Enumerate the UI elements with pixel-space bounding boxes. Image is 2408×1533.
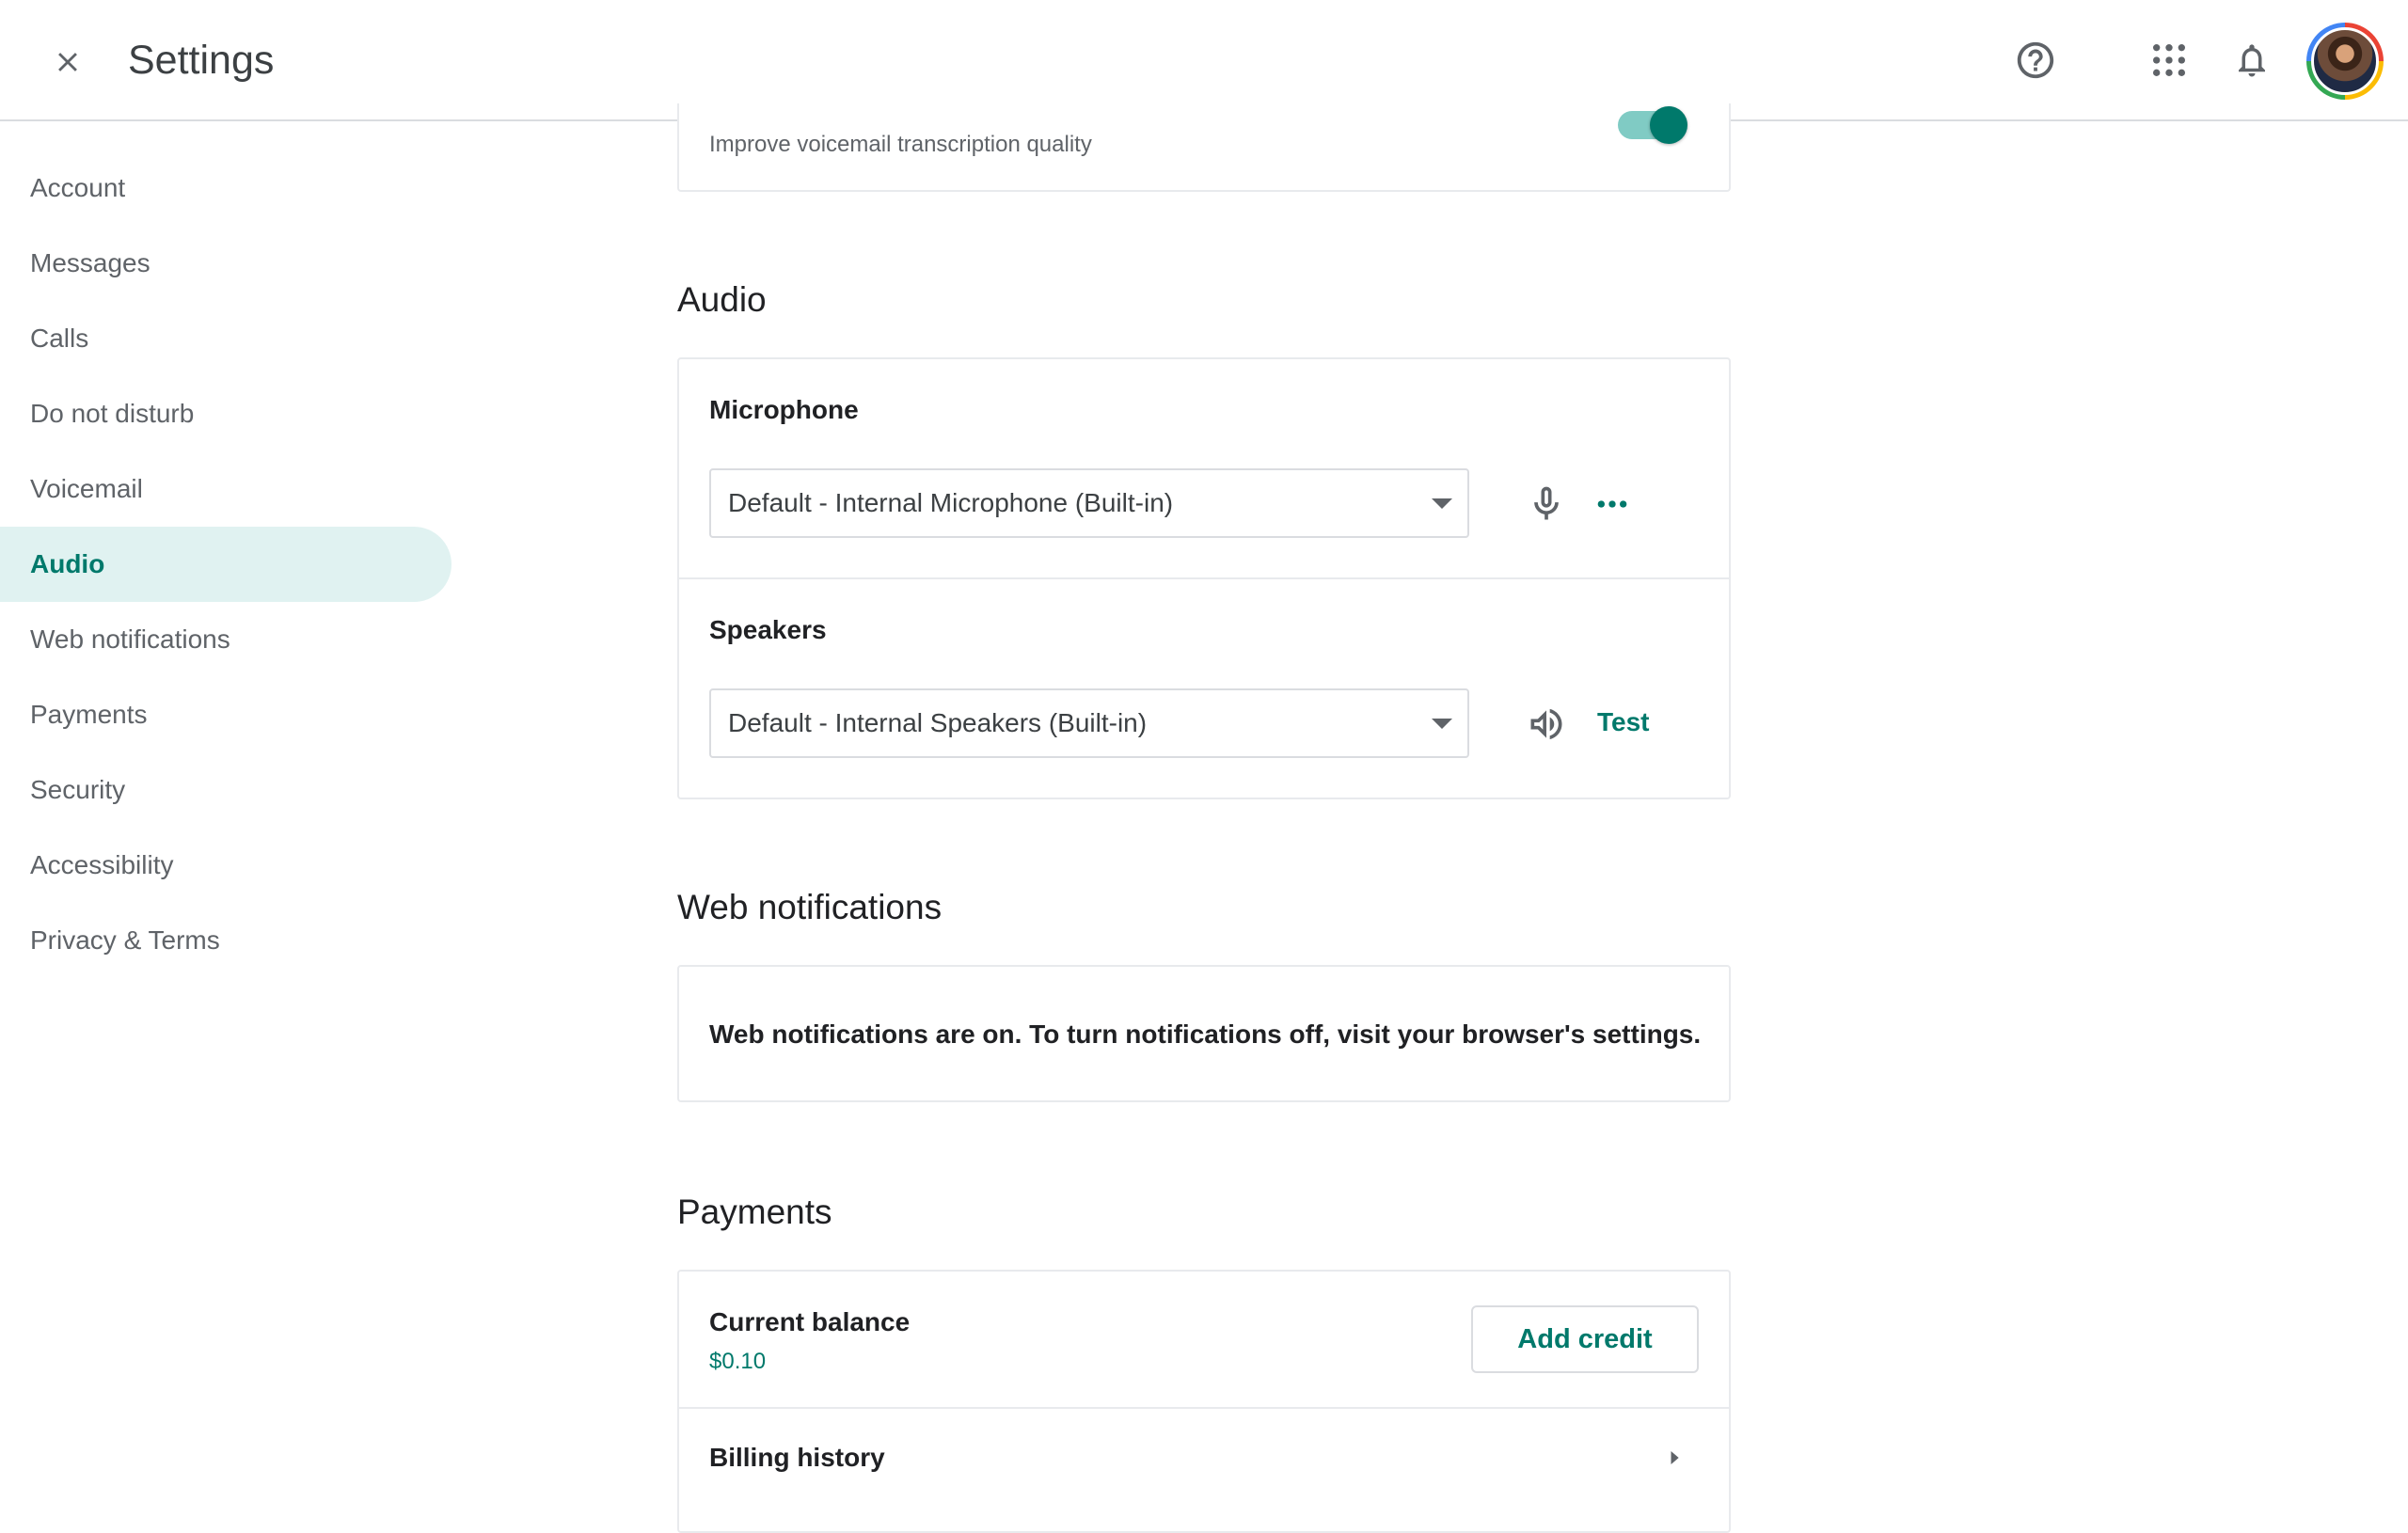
bell-icon (2232, 40, 2272, 80)
sidebar-item-accessibility[interactable]: Accessibility (30, 850, 174, 879)
sidebar-item-calls[interactable]: Calls (30, 324, 89, 353)
chevron-down-icon (1432, 719, 1452, 729)
microphone-more-button[interactable] (1582, 474, 1642, 534)
sidebar-item-privacy-terms[interactable]: Privacy & Terms (30, 925, 220, 955)
sidebar-item-account[interactable]: Account (30, 173, 126, 202)
microphone-label: Microphone (709, 395, 859, 424)
current-balance-value: $0.10 (709, 1349, 767, 1374)
sidebar-item-messages[interactable]: Messages (30, 248, 150, 277)
speakers-label: Speakers (709, 615, 827, 644)
audio-divider (679, 577, 1729, 579)
help-icon (2014, 39, 2057, 82)
sidebar-item-voicemail[interactable]: Voicemail (30, 474, 143, 503)
speakers-selected-value: Default - Internal Speakers (Built-in) (728, 708, 1148, 737)
close-icon (52, 46, 84, 78)
chevron-down-icon (1432, 498, 1452, 509)
sidebar-item-do-not-disturb[interactable]: Do not disturb (30, 399, 195, 428)
add-credit-button[interactable]: Add credit (1471, 1305, 1699, 1373)
speaker-volume-button[interactable] (1516, 694, 1576, 754)
avatar-photo (2311, 27, 2379, 95)
web-notifications-message: Web notifications are on. To turn notifications off, visit your browser's settings. (709, 1019, 1702, 1049)
billing-history-row[interactable] (679, 1409, 1729, 1512)
settings-sidebar (0, 150, 452, 978)
toggle-knob (1650, 106, 1687, 144)
page-title: Settings (128, 38, 275, 83)
apps-grid-icon (2150, 41, 2188, 79)
more-horiz-icon (1593, 485, 1631, 523)
voicemail-transcription-card (677, 103, 1731, 192)
sidebar-item-audio[interactable]: Audio (0, 527, 452, 602)
volume-icon (1526, 703, 1567, 745)
payments-section-title: Payments (677, 1193, 832, 1231)
account-avatar[interactable] (2306, 23, 2384, 100)
web-notifications-card (677, 965, 1731, 1102)
notifications-button[interactable] (2220, 28, 2284, 92)
chevron-right-icon (1661, 1445, 1687, 1471)
audio-section-title: Audio (677, 280, 767, 319)
microphone-icon (1526, 483, 1567, 525)
microphone-selected-value: Default - Internal Microphone (Built-in) (728, 488, 1174, 517)
speakers-test-button[interactable]: Test (1597, 707, 1650, 736)
help-button[interactable] (2004, 28, 2067, 92)
microphone-test-button[interactable] (1516, 474, 1576, 534)
payments-card (677, 1270, 1731, 1533)
microphone-select[interactable] (709, 468, 1469, 538)
sidebar-item-security[interactable]: Security (30, 775, 126, 804)
billing-history-label: Billing history (709, 1443, 885, 1472)
web-notifications-section-title: Web notifications (677, 888, 943, 926)
current-balance-label: Current balance (709, 1307, 911, 1336)
transcription-toggle[interactable] (1618, 111, 1686, 139)
close-button[interactable] (40, 34, 96, 90)
audio-card (677, 357, 1731, 799)
sidebar-item-payments[interactable]: Payments (30, 700, 148, 729)
speakers-select[interactable] (709, 688, 1469, 758)
transcription-description: Improve voicemail transcription quality (709, 132, 1092, 157)
apps-button[interactable] (2137, 28, 2201, 92)
sidebar-item-web-notifications[interactable]: Web notifications (30, 624, 230, 654)
